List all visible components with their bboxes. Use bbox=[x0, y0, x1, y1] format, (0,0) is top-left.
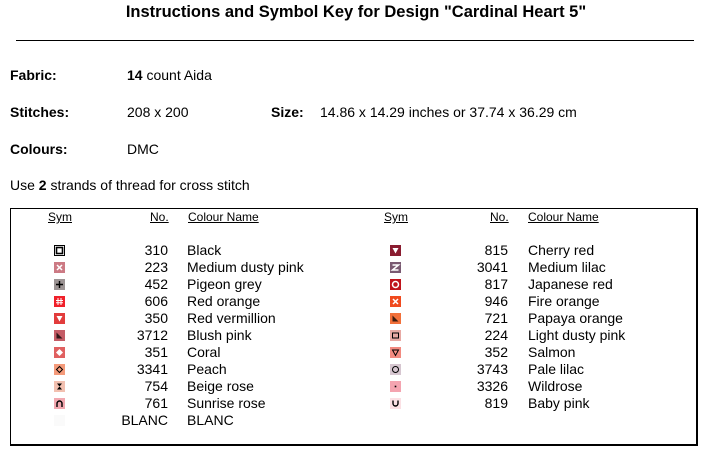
colour-name: Salmon bbox=[528, 344, 576, 360]
dmc-number: 351 bbox=[144, 344, 168, 360]
small-square-icon bbox=[390, 330, 401, 341]
arch-icon bbox=[54, 398, 65, 409]
colour-name: Medium lilac bbox=[528, 259, 606, 275]
hourglass-icon bbox=[54, 381, 65, 392]
right-no-header: No. bbox=[490, 210, 509, 224]
dmc-number: 3743 bbox=[476, 361, 508, 377]
dmc-number: 721 bbox=[484, 310, 508, 326]
dmc-number: 352 bbox=[484, 344, 508, 360]
dmc-number: 819 bbox=[484, 395, 508, 411]
dmc-number: 224 bbox=[484, 327, 508, 343]
down-triangle-icon bbox=[390, 245, 401, 256]
dot-icon bbox=[390, 381, 401, 392]
outline-triangle-icon bbox=[390, 347, 401, 358]
colour-name: Blush pink bbox=[187, 327, 252, 343]
hollow-diamond-icon bbox=[54, 364, 65, 375]
fabric-count: 14 bbox=[127, 67, 143, 83]
colour-name: Papaya orange bbox=[528, 310, 623, 326]
colour-name: Pale lilac bbox=[528, 361, 585, 377]
fabric-value bbox=[127, 67, 212, 83]
cup-icon bbox=[390, 398, 401, 409]
dmc-number: 3341 bbox=[136, 361, 168, 377]
colour-name: Cherry red bbox=[528, 242, 595, 258]
strands-note bbox=[10, 177, 250, 193]
colour-name: Beige rose bbox=[187, 378, 254, 394]
colour-name: Peach bbox=[187, 361, 227, 377]
colours-value: DMC bbox=[127, 141, 159, 157]
title-rule bbox=[16, 40, 694, 41]
hash-icon bbox=[54, 296, 65, 307]
dmc-number: 310 bbox=[144, 242, 168, 258]
colour-name: Black bbox=[187, 242, 222, 258]
colour-name: Sunrise rose bbox=[187, 395, 266, 411]
colour-name: Red vermillion bbox=[187, 310, 276, 326]
dmc-number: 761 bbox=[144, 395, 168, 411]
dmc-number: 3326 bbox=[476, 378, 508, 394]
colour-name: Coral bbox=[187, 344, 221, 360]
plus-icon bbox=[54, 279, 65, 290]
x-icon bbox=[390, 296, 401, 307]
right-name-header: Colour Name bbox=[528, 210, 599, 224]
dmc-number: 754 bbox=[144, 378, 168, 394]
dmc-number: 815 bbox=[484, 242, 508, 258]
dmc-number: 946 bbox=[484, 293, 508, 309]
dmc-number: 3041 bbox=[476, 259, 508, 275]
note-prefix: Use bbox=[10, 177, 39, 193]
down-triangle-icon bbox=[54, 313, 65, 324]
dmc-number: 606 bbox=[144, 293, 168, 309]
left-name-header: Colour Name bbox=[188, 210, 259, 224]
left-sym-header: Sym bbox=[48, 210, 72, 224]
colour-name: Baby pink bbox=[528, 395, 590, 411]
size-label: Size: bbox=[271, 104, 304, 120]
x-icon bbox=[54, 262, 65, 273]
dmc-number: 3712 bbox=[136, 327, 168, 343]
stitches-value: 208 x 200 bbox=[127, 104, 189, 120]
circle-icon bbox=[390, 279, 401, 290]
hollow-square-icon bbox=[54, 245, 65, 256]
dmc-number: 817 bbox=[484, 276, 508, 292]
page-title: Instructions and Symbol Key for Design "Cardinal Heart 5" bbox=[125, 3, 587, 21]
colour-name: Japanese red bbox=[528, 276, 613, 292]
dmc-number: 223 bbox=[144, 259, 168, 275]
colour-name: Red orange bbox=[187, 293, 261, 309]
fabric-type: count Aida bbox=[142, 67, 212, 83]
colour-name: Wildrose bbox=[528, 378, 583, 394]
strand-count: 2 bbox=[38, 177, 47, 193]
blank-icon bbox=[54, 415, 65, 426]
colour-name: Pigeon grey bbox=[187, 276, 262, 292]
dmc-number: 452 bbox=[144, 276, 168, 292]
left-no-header: No. bbox=[150, 210, 169, 224]
size-value: 14.86 x 14.29 inches or 37.74 x 36.29 cm bbox=[320, 104, 577, 120]
right-sym-header: Sym bbox=[384, 210, 408, 224]
colour-name: Light dusty pink bbox=[528, 327, 626, 343]
diamond-icon bbox=[54, 347, 65, 358]
colour-name: BLANC bbox=[187, 412, 234, 428]
colour-name: Fire orange bbox=[528, 293, 600, 309]
dmc-number: BLANC bbox=[121, 412, 168, 428]
dmc-number: 350 bbox=[144, 310, 168, 326]
z-icon bbox=[390, 262, 401, 273]
colours-label: Colours: bbox=[10, 141, 68, 157]
corner-triangle-icon bbox=[54, 330, 65, 341]
fabric-label: Fabric: bbox=[10, 67, 57, 83]
note-suffix: strands of thread for cross stitch bbox=[46, 177, 250, 193]
ring-icon bbox=[390, 364, 401, 375]
corner-triangle-icon bbox=[390, 313, 401, 324]
colour-name: Medium dusty pink bbox=[187, 259, 304, 275]
stitches-label: Stitches: bbox=[10, 104, 70, 120]
